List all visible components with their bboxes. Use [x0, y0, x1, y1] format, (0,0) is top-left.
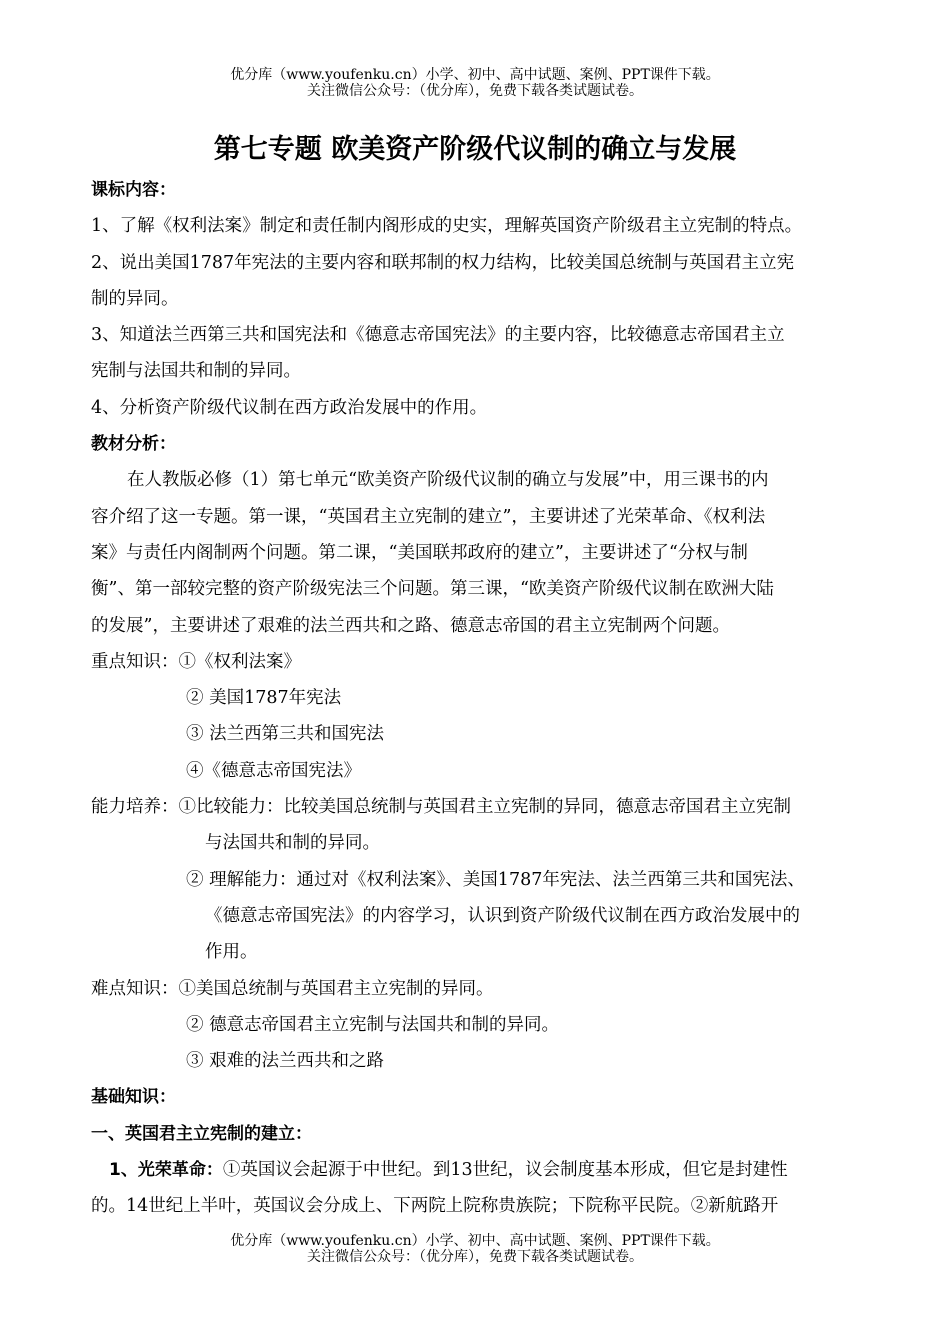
glorious-revolution-line-2: 的。14世纪上半叶，英国议会分成上、下两院上院称贵族院；下院称平民院。②新航路开 [91, 1196, 779, 1217]
difficulties-label: 难点知识： [91, 978, 179, 999]
analysis-line: 在人教版必修（1）第七单元“欧美资产阶级代议制的确立与发展”中，用三课书的内 [127, 470, 769, 491]
document-body [91, 172, 871, 1225]
ability-line: ①比较能力：比较美国总统制与英国君主立宪制的异同，德意志帝国君主立宪制 [178, 797, 791, 818]
key-points-label: 重点知识： [91, 651, 179, 672]
analysis-heading: 教材分析： [91, 434, 176, 455]
key-points-row [91, 644, 871, 680]
footer-line-1: 优分库（www.youfenku.cn）小学、初中、高中试题、案例、PPT课件下载。 [230, 1233, 720, 1249]
ability-line: 与法国共和制的异同。 [205, 833, 380, 854]
curriculum-heading: 课标内容： [91, 180, 176, 200]
analysis-line: 衡”、第一部较完整的资产阶级宪法三个问题。第三课，“欧美资产阶级代议制在欧洲大陆 [91, 579, 774, 600]
analysis-line: 案》与责任内阁制两个问题。第二课，“美国联邦政府的建立”，主要讲述了“分权与制 [91, 542, 748, 563]
header-line-1: 优分库（www.youfenku.cn）小学、初中、高中试题、案例、PPT课件下载。 [230, 67, 720, 83]
key-point-item: ③ 法兰西第三共和国宪法 [186, 724, 385, 745]
analysis-line: 的发展”，主要讲述了艰难的法兰西共和之路、德意志帝国的君主立宪制两个问题。 [91, 615, 730, 636]
curriculum-line: 1、了解《权利法案》制定和责任制内阁形成的史实，理解英国资产阶级君主立宪制的特点。 [91, 216, 803, 237]
glorious-revolution-text: ①英国议会起源于中世纪。到13世纪，议会制度基本形成，但它是封建性 [222, 1160, 788, 1181]
document-title: 第七专题 欧美资产阶级代议制的确立与发展 [213, 134, 737, 165]
footer-line-2: 关注微信公众号：（优分库），免费下载各类试题试卷。 [307, 1249, 643, 1265]
page-footer [0, 1233, 950, 1265]
analysis-line: 容介绍了这一专题。第一课，“英国君主立宪制的建立”，主要讲述了光荣革命、《权利法 [91, 506, 766, 527]
curriculum-line: 宪制与法国共和制的异同。 [91, 361, 301, 382]
key-point-item: ② 美国1787年宪法 [186, 688, 342, 709]
curriculum-line: 3、知道法兰西第三共和国宪法和《德意志帝国宪法》的主要内容，比较德意志帝国君主立 [91, 325, 785, 346]
ability-line: 作用。 [205, 942, 258, 963]
page-header [0, 67, 950, 99]
ability-line: ② 理解能力：通过对《权利法案》、美国1787年宪法、法兰西第三共和国宪法、 [186, 869, 805, 890]
glorious-revolution-line [91, 1152, 871, 1188]
curriculum-line: 4、分析资产阶级代议制在西方政治发展中的作用。 [91, 397, 488, 418]
header-line-2: 关注微信公众号：（优分库），免费下载各类试题试卷。 [307, 83, 643, 99]
key-point-item: ④《德意志帝国宪法》 [186, 760, 361, 781]
difficulty-item: ①美国总统制与英国君主立宪制的异同。 [178, 978, 494, 999]
abilities-label: 能力培养： [91, 797, 179, 818]
difficulties-row [91, 971, 871, 1007]
difficulty-item: ② 德意志帝国君主立宪制与法国共和制的异同。 [186, 1014, 560, 1035]
abilities-row [91, 789, 871, 825]
key-point-item: ①《权利法案》 [178, 651, 301, 672]
curriculum-line: 2、说出美国1787年宪法的主要内容和联邦制的权力结构，比较美国总统制与英国君主立宪 [91, 252, 795, 273]
section-1-heading: 一、英国君主立宪制的建立： [91, 1123, 312, 1144]
glorious-revolution-label: 1、光荣革命： [109, 1160, 223, 1181]
difficulty-item: ③ 艰难的法兰西共和之路 [186, 1051, 385, 1072]
curriculum-line: 制的异同。 [91, 288, 179, 309]
basics-heading: 基础知识： [91, 1087, 176, 1108]
ability-line: 《德意志帝国宪法》的内容学习，认识到资产阶级代议制在西方政治发展中的 [205, 905, 800, 926]
